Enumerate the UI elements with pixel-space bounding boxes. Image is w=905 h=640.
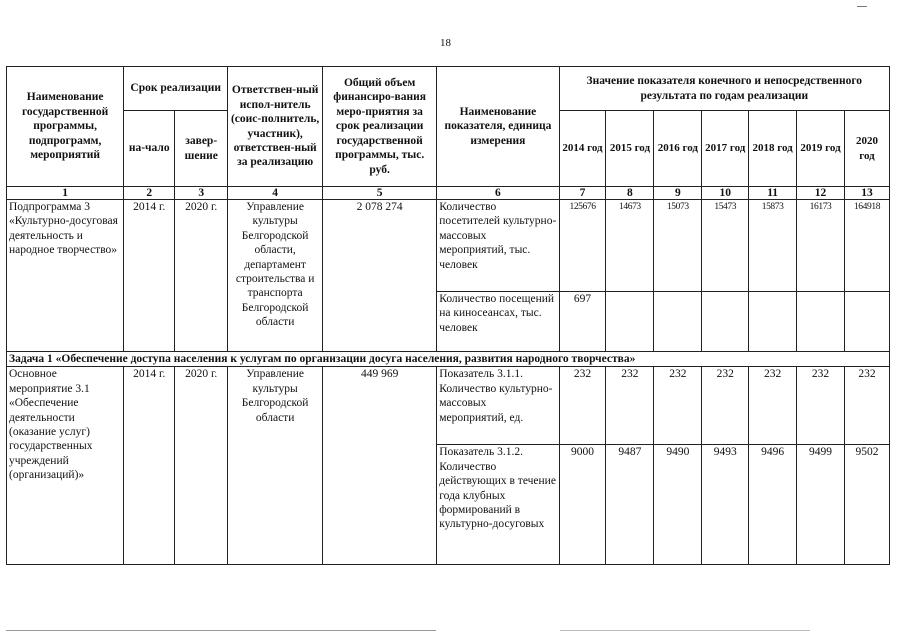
activity-executor: Управление культуры Белгородской области <box>228 367 323 565</box>
indicator-value: 232 <box>559 367 606 445</box>
header-year: 2020 год <box>844 111 889 187</box>
indicator-value: 232 <box>702 367 749 445</box>
header-year: 2019 год <box>797 111 845 187</box>
column-number: 9 <box>654 187 702 200</box>
subprogram-funding: 2 078 274 <box>323 200 437 352</box>
header-year: 2014 год <box>559 111 606 187</box>
column-number: 6 <box>437 187 559 200</box>
indicator-value: 164918 <box>844 200 889 292</box>
indicator-value: 9502 <box>844 445 889 565</box>
indicator-name: Количество посетителей культурно-массовых мероприятий, тыс. человек <box>437 200 559 292</box>
column-number: 13 <box>844 187 889 200</box>
activity-start: 2014 г. <box>124 367 175 565</box>
activity-funding: 449 969 <box>323 367 437 565</box>
header-year: 2018 год <box>749 111 797 187</box>
subprogram-start: 2014 г. <box>124 200 175 352</box>
indicator-name: Количество посещений на киносеансах, тыс. человек <box>437 292 559 352</box>
activity-name: Основное мероприятие 3.1 «Обеспечение деятельности (оказание услуг) государственных учреждений (организаций)» <box>7 367 124 565</box>
header-indicator: Наименование показателя, единица измерения <box>437 67 559 187</box>
header-row-1 <box>7 67 890 111</box>
indicator-value <box>797 292 845 352</box>
header-values: Значение показателя конечного и непосредственного результата по годам реализации <box>559 67 889 111</box>
indicator-value: 697 <box>559 292 606 352</box>
header-period: Срок реализации <box>124 67 228 111</box>
header-executor: Ответствен-ный испол-нитель (соис-полнитель, участник), ответствен-ный за реализацию <box>228 67 323 187</box>
subprogram-executor: Управление культуры Белгородской области, департамент строительства и транспорта Белгородской области <box>228 200 323 352</box>
column-number: 10 <box>702 187 749 200</box>
header-start: на-чало <box>124 111 175 187</box>
column-number: 7 <box>559 187 606 200</box>
indicator-value: 9499 <box>797 445 845 565</box>
indicator-value: 9000 <box>559 445 606 565</box>
header-funding: Общий объем финансиро-вания меро-приятия за срок реализации государственной программы, тыс. руб. <box>323 67 437 187</box>
indicator-value: 15073 <box>654 200 702 292</box>
indicator-value: 15873 <box>749 200 797 292</box>
task-title: Задача 1 «Обеспечение доступа населения к услугам по организации досуга населения, развития народного творчества» <box>7 352 890 367</box>
scan-mark <box>857 6 867 7</box>
indicator-value: 9490 <box>654 445 702 565</box>
subprogram-end: 2020 г. <box>175 200 228 352</box>
column-number: 11 <box>749 187 797 200</box>
activity-row <box>7 367 890 445</box>
page-number: 18 <box>440 37 451 49</box>
header-end: завер-шение <box>175 111 228 187</box>
indicator-value: 125676 <box>559 200 606 292</box>
indicator-value: 9487 <box>606 445 654 565</box>
indicator-value: 232 <box>844 367 889 445</box>
scan-edge-line <box>560 630 810 631</box>
program-table <box>6 66 890 565</box>
indicator-value: 9493 <box>702 445 749 565</box>
indicator-value: 9496 <box>749 445 797 565</box>
column-number: 5 <box>323 187 437 200</box>
indicator-value <box>844 292 889 352</box>
header-year: 2016 год <box>654 111 702 187</box>
header-name: Наименование государственной программы, подпрограмм, мероприятий <box>7 67 124 187</box>
indicator-value <box>749 292 797 352</box>
column-number: 3 <box>175 187 228 200</box>
indicator-value <box>606 292 654 352</box>
indicator-value: 14673 <box>606 200 654 292</box>
indicator-value: 16173 <box>797 200 845 292</box>
indicator-name: Показатель 3.1.2. Количество действующих в течение года клубных формирований в культурно-досуговых <box>437 445 559 565</box>
header-year: 2015 год <box>606 111 654 187</box>
indicator-value <box>654 292 702 352</box>
indicator-value: 232 <box>654 367 702 445</box>
task-row <box>7 352 890 367</box>
activity-end: 2020 г. <box>175 367 228 565</box>
indicator-value: 232 <box>606 367 654 445</box>
column-number: 8 <box>606 187 654 200</box>
subprogram-name-text: Подпрограмма 3 «Культурно-досуговая деятельность и народное творчество» <box>9 201 118 257</box>
subprogram-name <box>7 200 124 352</box>
indicator-value <box>702 292 749 352</box>
indicator-value: 232 <box>797 367 845 445</box>
scan-edge-line <box>6 630 436 631</box>
subprogram-row <box>7 200 890 292</box>
header-year: 2017 год <box>702 111 749 187</box>
column-number: 4 <box>228 187 323 200</box>
indicator-value: 15473 <box>702 200 749 292</box>
indicator-value: 232 <box>749 367 797 445</box>
column-number: 12 <box>797 187 845 200</box>
indicator-name: Показатель 3.1.1. Количество культурно-массовых мероприятий, ед. <box>437 367 559 445</box>
column-number: 1 <box>7 187 124 200</box>
column-number-row <box>7 187 890 200</box>
column-number: 2 <box>124 187 175 200</box>
